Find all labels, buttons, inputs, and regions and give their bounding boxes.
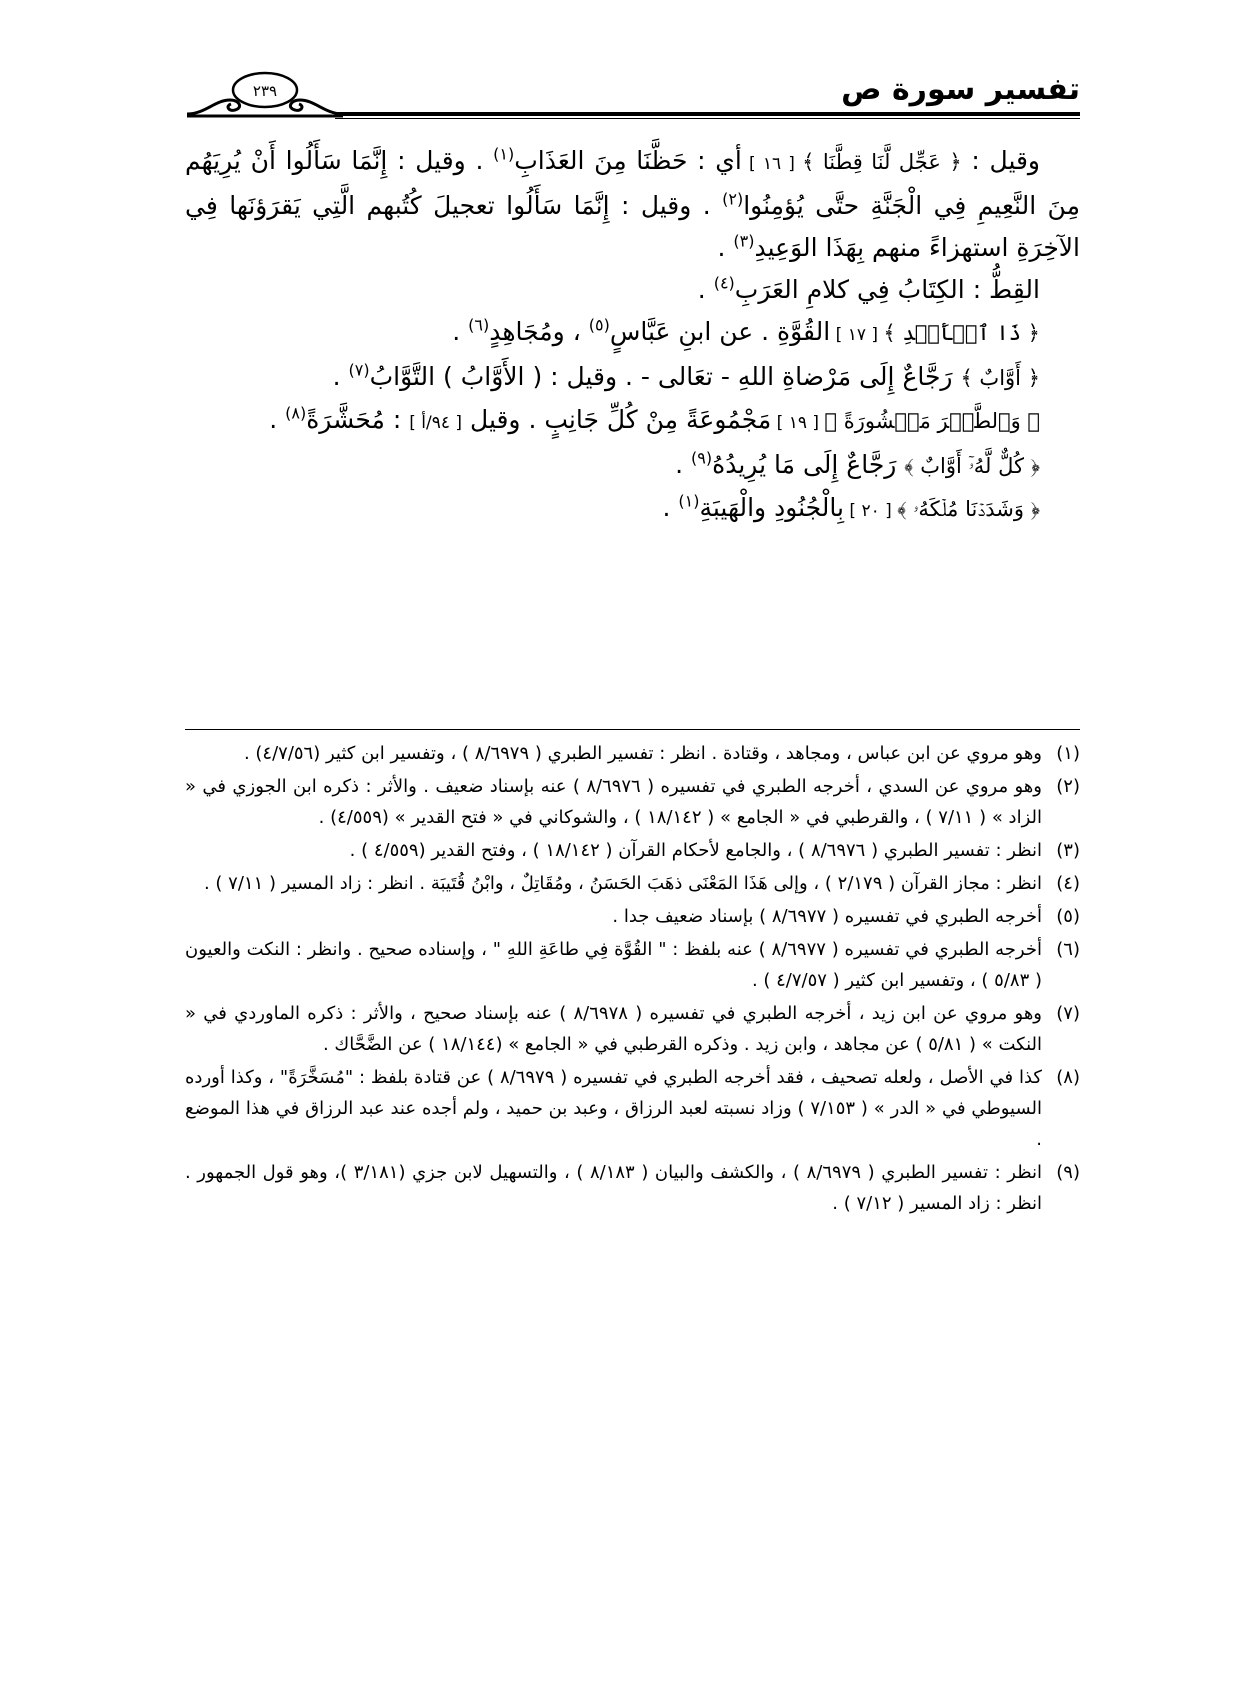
footnote-number: (١) — [1056, 743, 1080, 764]
quran-verse: ﴿ كُلٌّ لَّهُۥٓ أَوَّابٌ ﴾ — [904, 454, 1040, 478]
quran-verse: ﴿ وَشَدَدۡنَا مُلۡكَهُۥ ﴾ — [897, 497, 1040, 521]
paragraph-1 — [185, 140, 1080, 269]
ornament-swirl-left — [187, 100, 240, 114]
footnote-number: (٩) — [1056, 1162, 1080, 1183]
footnote-ref: (٥) — [588, 315, 610, 335]
text-segment: القِطُّ : الكِتَابُ فِي كلامِ العَرَبِ — [734, 275, 1040, 304]
footnote-text: انظر : مجاز القرآن ( ٢/١٧٩ ) ، وإلى هَذَا المَعْنَى ذهَبَ الحَسَنُ ، ومُقَاتِلٌ ، وابْنُ قُتَيبَة . انظر : زاد المسير ( ٧/١١ ) . — [203, 873, 1042, 894]
footnote-item — [185, 1157, 1080, 1219]
verse-number: [ ٢٠ ] — [844, 501, 898, 521]
manuscript-folio-ref: [ ٩٤/أ ] — [409, 413, 463, 433]
footnote-ref: (٤) — [713, 273, 735, 293]
footnote-text: وهو مروي عن ابن عباس ، ومجاهد ، وقتادة . انظر : تفسير الطبري ( ٨/٦٩٧٩ ) ، وتفسير ابن كثير (٤/٧/٥٦) . — [243, 743, 1042, 764]
text-segment: بِالْجُنُودِ والْهَيبَةِ — [699, 493, 845, 522]
text-segment: . — [332, 362, 349, 391]
text-segment: مَجْمُوعَةً مِنْ كُلِّ جَانِبٍ . وقيل — [462, 405, 772, 434]
paragraph-7 — [185, 487, 1080, 532]
footnote-number: (٦) — [1056, 939, 1080, 960]
verse-number: [ ١٦ ] — [741, 154, 803, 174]
footnote-item — [185, 1062, 1080, 1155]
text-segment: . — [675, 450, 692, 479]
footnote-text: كذا في الأصل ، ولعله تصحيف ، فقد أخرجه الطبري في تفسيره ( ٨/٦٩٧٩ ) عن قتادة بلفظ : "مُسَخَّرَةً" ، وكذا أورده السيوطي في « الدر » ( ٧/١٥٣ ) وزاد نسبته لعبد الرزاق ، وعبد بن حميد ، ولم أجده عند عبد الرزاق في هذا الموضع . — [185, 1067, 1042, 1150]
text-segment: . — [662, 493, 679, 522]
main-text — [185, 140, 1080, 532]
text-segment: . — [269, 405, 286, 434]
footnote-ref: (١) — [678, 491, 700, 511]
paragraph-2 — [185, 269, 1080, 311]
footnote-text: انظر : تفسير الطبري ( ٨/٦٩٧٩ ) ، والكشف والبيان ( ٨/١٨٣ ) ، والتسهيل لابن جزي (٣/١٨١ )، وهو قول الجمهور . انظر : زاد المسير ( ٧/١٢ ) . — [185, 1162, 1042, 1214]
text-segment: وقيل : — [961, 146, 1041, 175]
footnote-text: أخرجه الطبري في تفسيره ( ٨/٦٩٧٧ ) بإسناد ضعيف جدا . — [612, 906, 1042, 927]
quran-verse: ﴿ أَوَّابٌ ﴾ — [960, 366, 1040, 390]
footnote-number: (٢) — [1056, 776, 1080, 797]
footnotes — [185, 738, 1080, 1221]
paragraph-5 — [185, 399, 1080, 444]
text-segment: . — [452, 317, 469, 346]
text-segment: . وقيل : إِنَّمَا سَأَلُوا تعجيلَ كُتُبهم الَّتِي يَقرَؤنَها فِي الآخِرَةِ استهزاءً منهم بِهَذَا الوَعِيدِ — [185, 191, 1080, 262]
footnote-number: (٣) — [1056, 840, 1080, 861]
footnote-ref: (٩) — [691, 448, 713, 468]
footnote-text: وهو مروي عن ابن زيد ، أخرجه الطبري في تفسيره ( ٨/٦٩٧٨ ) عنه بإسناد صحيح ، والأثر : ذكره الماوردي في « النكت » ( ٥/٨١ ) عن مجاهد ، وابن زيد . وذكره القرطبي في « الجامع » (١٨/١٤٤ ) عن الضَّحَّاك . — [185, 1003, 1043, 1055]
footnote-item — [185, 868, 1080, 899]
verse-number: [ ١٧ ] — [830, 325, 884, 345]
page-number-ornament — [185, 70, 345, 118]
footnote-ref: (١) — [493, 144, 515, 164]
text-segment: أي : حَظَّنَا مِنَ العَذَابِ — [514, 146, 742, 175]
footnote-number: (٤) — [1056, 873, 1080, 894]
page-header — [185, 70, 1080, 116]
footnote-text: انظر : تفسير الطبري ( ٨/٦٩٧٦ ) ، والجامع لأحكام القرآن ( ١٨/١٤٢ ) ، وفتح القدير (٤/٥٥٩ ) . — [349, 840, 1042, 861]
footnote-item — [185, 835, 1080, 866]
footnote-number: (٨) — [1056, 1067, 1080, 1088]
footnote-item — [185, 738, 1080, 769]
footnote-ref: (٨) — [285, 403, 307, 423]
page-title: تفسير سورة ص — [841, 72, 1080, 107]
page-number: ٢٣٩ — [252, 82, 278, 100]
footnote-number: (٧) — [1056, 1003, 1080, 1024]
footnote-item — [185, 901, 1080, 932]
header-rule-thin — [335, 118, 1080, 119]
paragraph-3 — [185, 311, 1080, 356]
text-segment: رَجَّاعٌ إِلَى مَا يُرِيدُهُ — [712, 450, 905, 479]
ornament-swirl-right — [290, 100, 343, 114]
footnote-text: وهو مروي عن السدي ، أخرجه الطبري في تفسيره ( ٨/٦٩٧٦ ) عنه بإسناد ضعيف . والأثر : ذكره ابن الجوزي في « الزاد » ( ٧/١١ ) ، والقرطبي في « الجامع » ( ١٨/١٤٢ ) ، والشوكاني في « فتح القدير » (٤/٥٥٩) . — [185, 776, 1042, 828]
paragraph-6 — [185, 444, 1080, 487]
verse-number: [ ١٩ ] — [771, 413, 825, 433]
footnote-ref: (٦) — [468, 315, 490, 335]
paragraph-4 — [185, 356, 1080, 399]
footnote-item — [185, 934, 1080, 996]
text-segment: : مُحَشَّرَةً — [306, 405, 410, 434]
footnote-separator — [185, 729, 1080, 730]
header-rule — [335, 112, 1080, 116]
text-segment: . — [717, 233, 734, 262]
footnote-number: (٥) — [1056, 906, 1080, 927]
text-segment: . — [697, 275, 714, 304]
footnote-item — [185, 998, 1080, 1060]
text-segment: رَجَّاعٌ إِلَى مَرْضاةِ اللهِ - تعَالى - . وقيل : ( الأَوَّابُ ) التَّوَّابُ — [369, 362, 961, 391]
footnote-item — [185, 771, 1080, 833]
text-segment: ، ومُجَاهِدٍ — [489, 317, 589, 346]
footnote-ref: (٢) — [722, 189, 744, 209]
text-segment: القُوَّةِ . عن ابنِ عَبَّاسٍ — [609, 317, 831, 346]
text-segment: . وقيل : إِنَّمَا سَأَلُوا أَنْ يُرِيَهُم مِنَ النَّعِيمِ فِي الْجَنَّةِ حتَّى يُؤمِنُوا — [185, 146, 1080, 220]
footnote-text: أخرجه الطبري في تفسيره ( ٨/٦٩٧٧ ) عنه بلفظ : " القُوَّة فِي طاعَةِ اللهِ " ، وإسناده صحيح . وانظر : النكت والعيون ( ٥/٨٣ ) ، وتفسير ابن كثير ( ٤/٧/٥٧ ) . — [185, 939, 1042, 991]
footnote-ref: (٣) — [733, 231, 755, 251]
quran-verse: ﴿ ذَا ٱلۡأَيۡدِ ﴾ — [883, 321, 1040, 345]
quran-verse: ﴿ عَجِّل لَّنَا قِطَّنَا ﴾ — [802, 150, 962, 174]
footnote-ref: (٧) — [348, 360, 370, 380]
quran-verse: ﴿ وَٱلطَّيۡرَ مَحۡشُورَةً ﴾ — [824, 409, 1040, 433]
